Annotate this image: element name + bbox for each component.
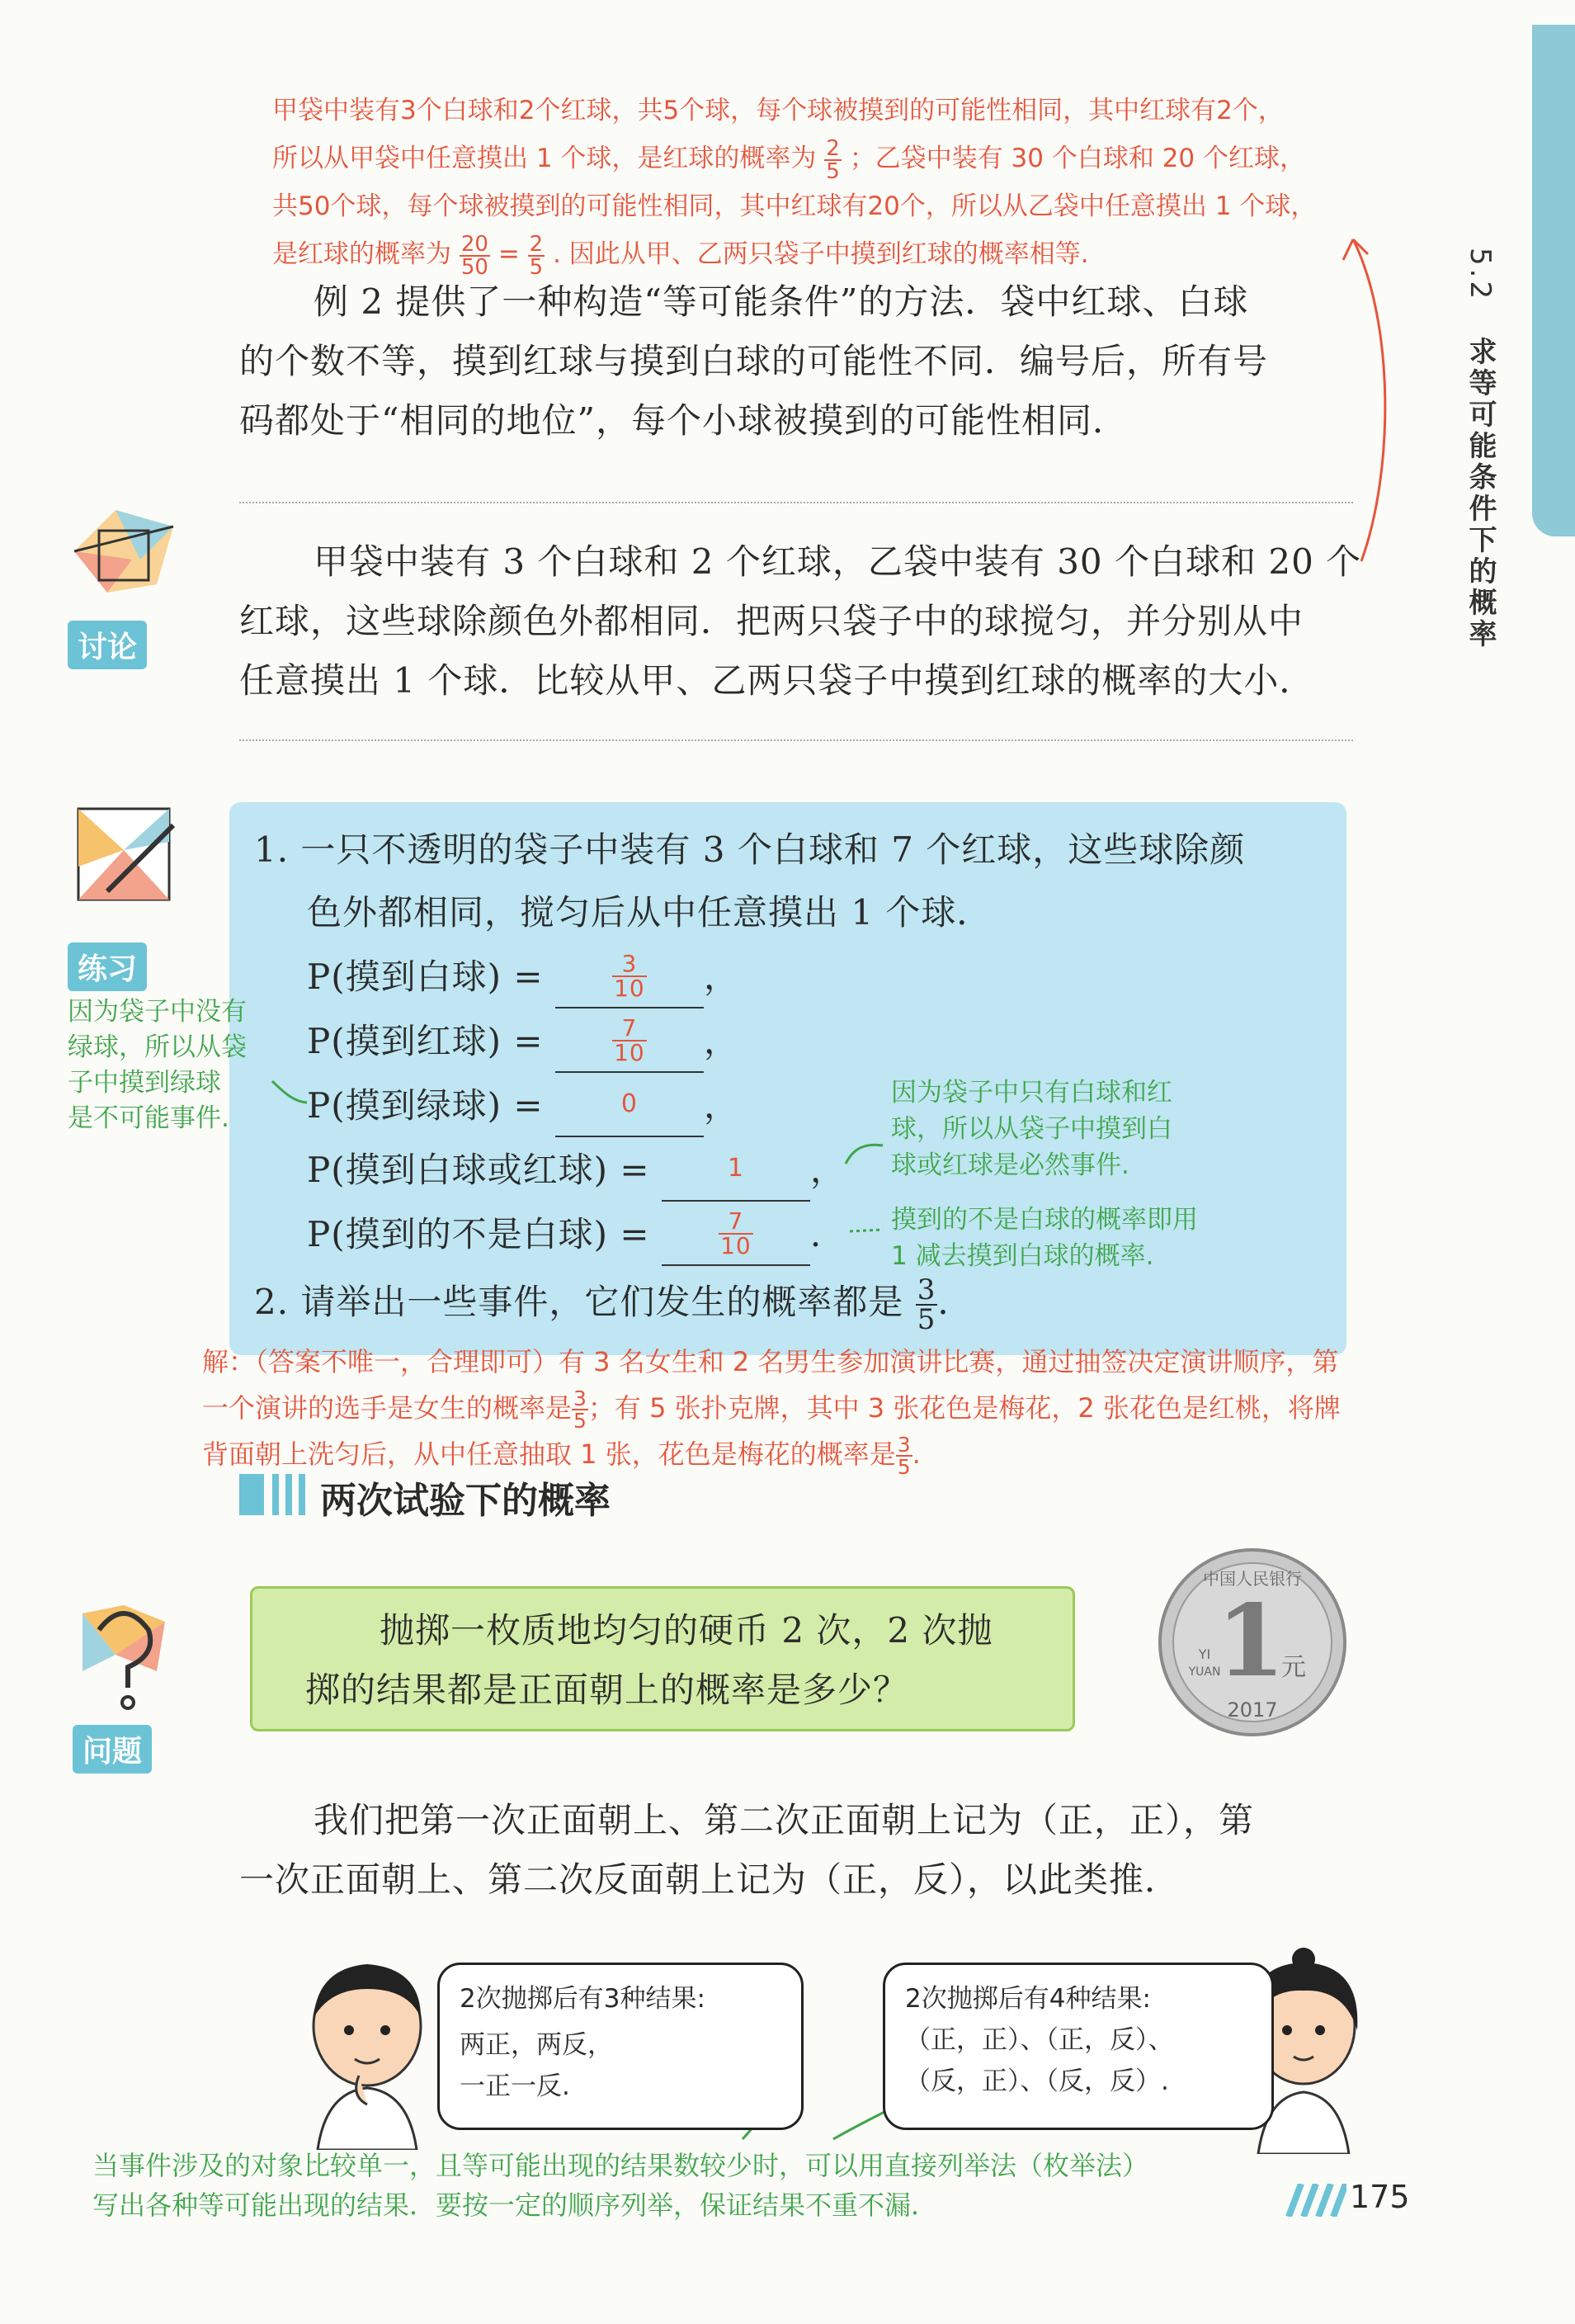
row-label: P(摸到的不是白球) =	[307, 1214, 650, 1254]
paragraph-line: 任意摸出 1 个球．比较从甲、乙两只袋子中摸到红球的概率的大小．	[239, 660, 1315, 701]
row-label: P(摸到绿球) =	[307, 1085, 544, 1126]
paragraph-line: 红球，这些球除颜色外都相同．把两只袋子中的球搅匀，并分别从中	[239, 601, 1304, 641]
coin-year: 2017	[1227, 1698, 1278, 1722]
bubble-left	[437, 1963, 804, 2130]
numerator: 3	[897, 1433, 911, 1457]
row-label: P(摸到白球) =	[307, 957, 544, 997]
top-note-line: 甲袋中装有3个白球和2个红球，共5个球，每个球被摸到的可能性相同，其中红球有2个，	[272, 96, 1284, 125]
question-1-line: 1. 一只不透明的袋子中装有 3 个白球和 7 个红球，这些球除颜	[254, 829, 1246, 870]
bubble-line: 2次抛掷后有3种结果:	[460, 1984, 705, 2014]
bubble-line: （反，正）、（反，反）.	[905, 2067, 1169, 2096]
denominator: 10	[720, 1232, 752, 1259]
question-1-line: 色外都相同，搅匀后从中任意摸出 1 个球．	[307, 892, 993, 933]
section-title: 求等可能条件下的概率	[1464, 336, 1497, 650]
bubble-right	[883, 1963, 1274, 2130]
page-number: 175	[1350, 2179, 1410, 2215]
text-segment: .	[912, 1438, 921, 1470]
paragraph-line: 例 2 提供了一种构造“等可能条件”的方法．袋中红球、白球	[314, 281, 1249, 322]
row-label: P(摸到红球) =	[307, 1021, 544, 1061]
top-note-line: 共50个球，每个球被摸到的可能性相同，其中红球有20个，所以从乙袋中任意摸出 1 个球，	[272, 191, 1317, 221]
numerator: 3	[573, 1386, 587, 1410]
discuss-label: 讨论	[68, 621, 147, 669]
note-line: 1 减去摸到白球的概率.	[891, 1241, 1154, 1271]
punct: ，	[703, 1021, 739, 1061]
text-segment: . 因此从甲、乙两只袋子中摸到红球的概率相等.	[553, 239, 1089, 269]
question-text	[305, 1601, 1064, 1720]
denominator: 5	[897, 1455, 911, 1479]
note-line: 球或红球是必然事件.	[891, 1150, 1129, 1180]
boy-illustration	[285, 1952, 450, 2150]
denominator: 5	[917, 1303, 936, 1336]
note-line: 子中摸到绿球	[68, 1068, 221, 1098]
numerator: 2	[529, 231, 544, 257]
bubble-line: 一正一反.	[460, 2071, 570, 2101]
section-heading: 两次试验下的概率	[320, 1480, 611, 1522]
heading-bar	[285, 1474, 292, 1515]
row-label: P(摸到白球或红球) =	[307, 1150, 650, 1190]
note-line: 写出各种等可能出现的结果．要按一定的顺序列举，保证结果不重不漏．	[92, 2189, 938, 2221]
record-paragraph	[239, 1791, 1370, 1910]
text-segment: 背面朝上洗匀后，从中任意抽取 1 张，花色是梅花的概率是	[202, 1438, 896, 1470]
text-segment: 所以从甲袋中任意摸出 1 个球，是红球的概率为	[272, 144, 817, 173]
paragraph-line: 的个数不等，摸到红球与摸到白球的可能性不同．编号后，所有号	[239, 341, 1269, 381]
text-segment: ；乙袋中装有 30 个白球和 20 个红球，	[849, 144, 1306, 173]
paragraph-line: 我们把第一次正面朝上、第二次正面朝上记为（正，正），第	[314, 1800, 1255, 1840]
denominator: 5	[529, 254, 544, 280]
note-line: 是不可能事件.	[68, 1103, 229, 1133]
heading-bar	[299, 1474, 305, 1515]
practice-label: 练习	[68, 942, 147, 991]
numerator: 2	[826, 135, 840, 161]
coin-top-text: 中国人民银行	[1203, 1569, 1302, 1589]
note-line: 因为袋子中只有白球和红	[891, 1078, 1172, 1108]
bottom-green-note	[92, 2146, 1148, 2225]
coin-value: 1	[1216, 1583, 1285, 1699]
page-number-stripes	[1280, 2184, 1346, 2217]
coin-yuan-pinyin: YUAN	[1188, 1665, 1221, 1679]
denominator: 5	[573, 1409, 587, 1433]
question-2-text: 2. 请举出一些事件，它们发生的概率都是	[254, 1282, 904, 1322]
question-label: 问题	[73, 1725, 152, 1774]
solution-note	[202, 1339, 1341, 1477]
punct: ，	[703, 957, 739, 997]
numerator: 7	[728, 1207, 744, 1235]
paragraph-line: 甲袋中装有 3 个白球和 2 个红球，乙袋中装有 30 个白球和 20 个	[314, 541, 1362, 582]
paragraph-line: 码都处于“相同的地位”，每个小球被摸到的可能性相同．	[239, 400, 1128, 441]
numerator: 3	[917, 1273, 936, 1306]
fraction	[896, 1434, 912, 1477]
text-segment: 是红球的概率为	[272, 239, 451, 269]
bubble-line: （正，正）、（正，反）、	[905, 2025, 1174, 2055]
coin-yuan: 元	[1281, 1653, 1306, 1682]
text-segment: =	[497, 239, 520, 269]
section-number: 5.2	[1464, 248, 1497, 303]
numerator: 20	[460, 231, 488, 257]
denominator: 10	[614, 975, 645, 1002]
solution-line: 解：（答案不唯一，合理即可）有 3 名女生和 2 名男生参加演讲比赛，通过抽签决定演讲顺序，第	[202, 1346, 1339, 1377]
punct: ，	[809, 1150, 846, 1190]
note-line: 摸到的不是白球的概率即用	[891, 1205, 1198, 1235]
paragraph-line: 一次正面朝上、第二次反面朝上记为（正，反），以此类推．	[239, 1859, 1181, 1900]
heading-bar	[272, 1474, 279, 1515]
punct: ．	[809, 1214, 846, 1254]
solution-line	[202, 1385, 1341, 1431]
fraction	[572, 1388, 588, 1431]
note-line: 因为袋子中没有	[68, 997, 247, 1027]
coin-yi: YI	[1198, 1646, 1211, 1662]
question-line: 掷的结果都是正面朝上的概率是多少？	[305, 1670, 909, 1710]
denominator: 50	[460, 254, 488, 280]
question-icon	[66, 1597, 182, 1712]
answer-blank: 0	[555, 1073, 704, 1137]
question-line: 抛掷一枚质地均匀的硬币 2 次，2 次抛	[380, 1610, 993, 1651]
bubble-line: 2次抛掷后有4种结果:	[905, 1984, 1151, 2014]
numerator: 7	[621, 1014, 638, 1042]
punct: ．	[937, 1282, 974, 1322]
heading-bar	[239, 1474, 264, 1515]
denominator: 5	[826, 158, 840, 184]
denominator: 10	[614, 1039, 645, 1066]
note-line: 球，所以从袋子中摸到白	[891, 1114, 1172, 1144]
punct: ，	[703, 1085, 739, 1126]
numerator: 3	[621, 950, 638, 977]
answer-blank: 1	[662, 1137, 810, 1202]
coin-image	[1153, 1543, 1351, 1741]
note-line: 绿球，所以从袋	[68, 1032, 247, 1062]
text-segment: ；有 5 张扑克牌，其中 3 张花色是梅花，2 张花色是红桃，将牌	[587, 1392, 1341, 1424]
bubble-line: 两正，两反，	[460, 2030, 613, 2060]
text-segment: 一个演讲的选手是女生的概率是	[202, 1392, 573, 1424]
note-line: 当事件涉及的对象比较单一，且等可能出现的结果数较少时，可以用直接列举法（枚举法）	[92, 2150, 1149, 2181]
